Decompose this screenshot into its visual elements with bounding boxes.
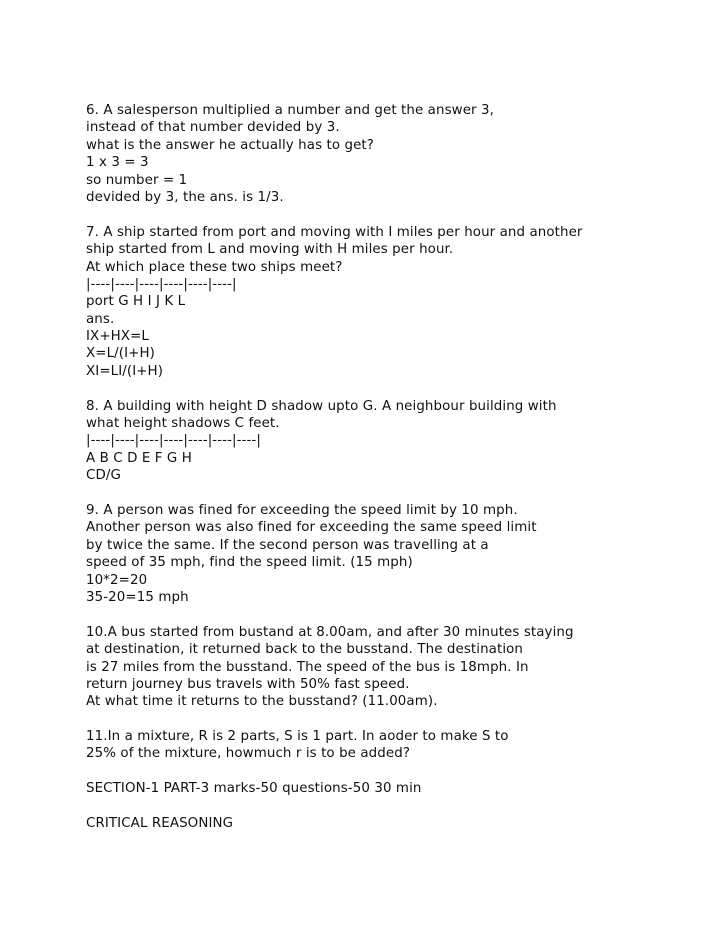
text-line: XI=LI/(I+H)	[86, 363, 164, 379]
text-line: ans.	[86, 311, 115, 327]
text-line: CD/G	[86, 468, 121, 484]
text-line: devided by 3, the ans. is 1/3.	[86, 189, 284, 205]
text-line: port G H I J K L	[86, 294, 186, 310]
text-line: 1 x 3 = 3	[86, 155, 149, 171]
text-line: at destination, it returned back to the busstand. The destination	[86, 642, 524, 658]
text-line: 7. A ship started from port and moving with I miles per hour and another	[86, 224, 583, 240]
text-line: is 27 miles from the busstand. The speed of the bus is 18mph. In	[86, 659, 529, 675]
text-line: IX+HX=L	[86, 329, 149, 345]
text-line: 35-20=15 mph	[86, 589, 189, 605]
paragraph-gap	[86, 380, 706, 397]
text-line: At what time it returns to the busstand? (11.00am).	[86, 694, 438, 710]
text-line: return journey bus travels with 50% fast speed.	[86, 676, 410, 692]
text-line: what height shadows C feet.	[86, 416, 280, 432]
text-line: SECTION-1 PART-3 marks-50 questions-50 30 min	[86, 781, 422, 797]
text-line: |----|----|----|----|----|----|	[86, 276, 237, 292]
question-7	[86, 224, 706, 381]
question-6	[86, 102, 706, 206]
text-line: CRITICAL REASONING	[86, 816, 234, 832]
paragraph-gap	[86, 485, 706, 502]
text-line: what is the answer he actually has to get?	[86, 137, 374, 153]
text-line: |----|----|----|----|----|----|----|	[86, 433, 261, 449]
text-line: 25% of the mixture, howmuch r is to be added?	[86, 746, 411, 762]
text-line: speed of 35 mph, find the speed limit. (15 mph)	[86, 555, 413, 571]
paragraph-gap	[86, 798, 706, 815]
text-line: 11.In a mixture, R is 2 parts, S is 1 part. In aoder to make S to	[86, 729, 509, 745]
text-line: 10.A bus started from bustand at 8.00am, and after 30 minutes staying	[86, 624, 574, 640]
text-line: so number = 1	[86, 172, 188, 188]
paragraph-gap	[86, 606, 706, 623]
text-line: 9. A person was fined for exceeding the speed limit by 10 mph.	[86, 502, 518, 518]
question-11	[86, 728, 706, 763]
text-line: X=L/(I+H)	[86, 346, 155, 362]
text-line: A B C D E F G H	[86, 450, 192, 466]
paragraph-gap	[86, 711, 706, 728]
text-line: instead of that number devided by 3.	[86, 120, 340, 136]
critical-reasoning-heading	[86, 815, 706, 832]
text-line: 8. A building with height D shadow upto G. A neighbour building with	[86, 398, 557, 414]
text-line: 6. A salesperson multiplied a number and get the answer 3,	[86, 103, 494, 118]
text-line: Another person was also fined for exceeding the same speed limit	[86, 520, 537, 536]
text-line: by twice the same. If the second person was travelling at a	[86, 537, 489, 553]
text-line: At which place these two ships meet?	[86, 259, 343, 275]
text-line: 10*2=20	[86, 572, 148, 588]
paragraph-gap	[86, 763, 706, 780]
question-10	[86, 624, 706, 711]
question-9	[86, 502, 706, 606]
section-heading	[86, 780, 706, 797]
document-body	[86, 102, 706, 832]
question-8	[86, 398, 706, 485]
text-line: ship started from L and moving with H miles per hour.	[86, 242, 454, 258]
paragraph-gap	[86, 206, 706, 223]
